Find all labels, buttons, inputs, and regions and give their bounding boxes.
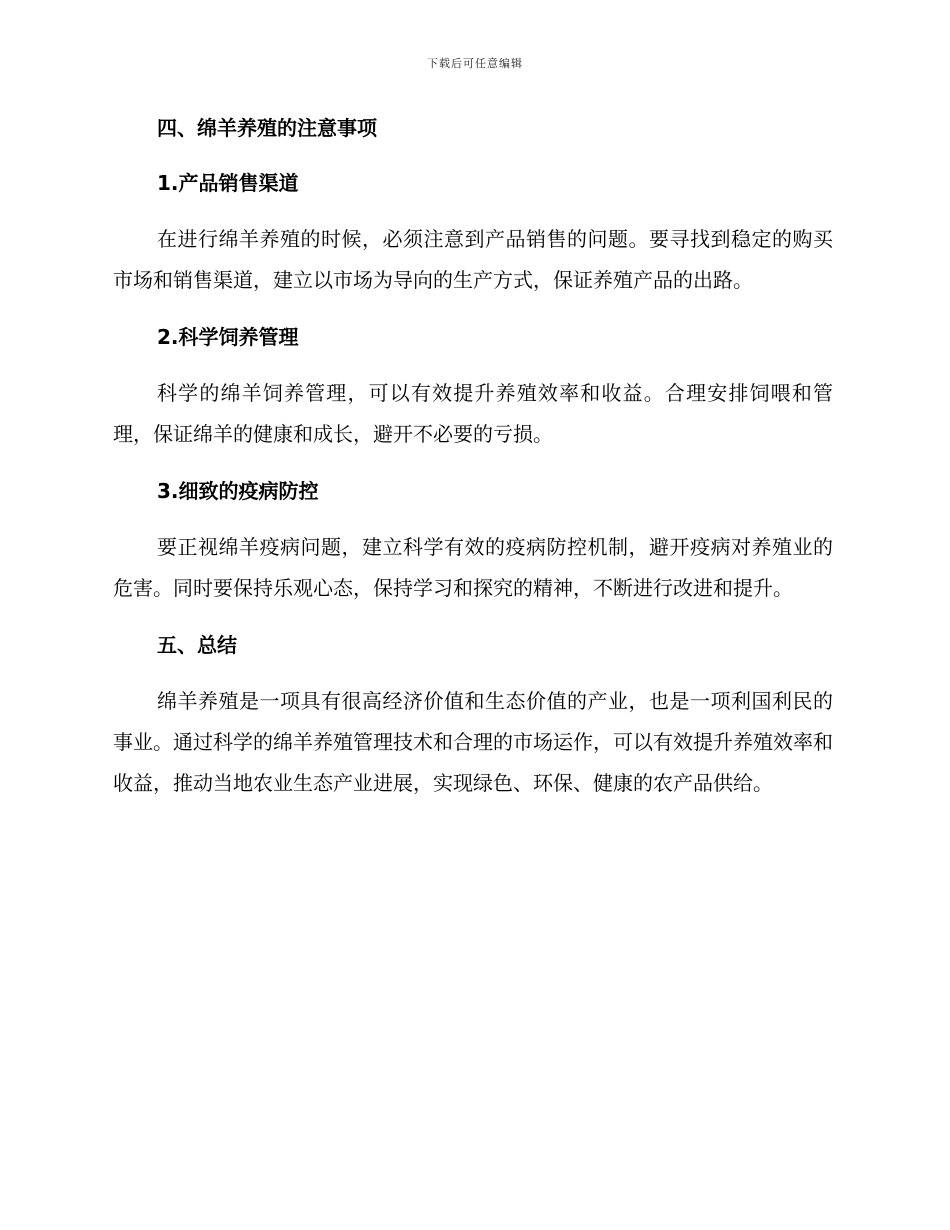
header-note: 下载后可任意编辑 — [427, 57, 523, 70]
section-5-paragraph: 绵羊养殖是一项具有很高经济价值和生态价值的产业，也是一项利国利民的事业。通过科学的绵羊养殖管理技术和合理的市场运作，可以有效提升养殖效率和收益，推动当地农业生态产业进展，实现绿色、环保、健康的农产品供给。 — [113, 689, 833, 795]
subsection-1-heading: 1.产品销售渠道 — [157, 171, 299, 195]
section-5-heading: 五、总结 — [157, 633, 237, 657]
subsection-3-paragraph: 要正视绵羊疫病问题，建立科学有效的疫病防控机制，避开疫病对养殖业的危害。同时要保持乐观心态，保持学习和探究的精神，不断进行改进和提升。 — [113, 535, 833, 600]
section-4-heading: 四、绵羊养殖的注意事项 — [157, 116, 377, 140]
document-body — [113, 112, 833, 804]
subsection-3-heading: 3.细致的疫病防控 — [157, 479, 319, 503]
subsection-2-paragraph: 科学的绵羊饲养管理，可以有效提升养殖效率和收益。合理安排饲喂和管理，保证绵羊的健康和成长，避开不必要的亏损。 — [113, 381, 833, 446]
subsection-1-paragraph: 在进行绵羊养殖的时候，必须注意到产品销售的问题。要寻找到稳定的购买市场和销售渠道，建立以市场为导向的生产方式，保证养殖产品的出路。 — [113, 227, 833, 292]
subsection-2-heading: 2.科学饲养管理 — [157, 325, 299, 349]
